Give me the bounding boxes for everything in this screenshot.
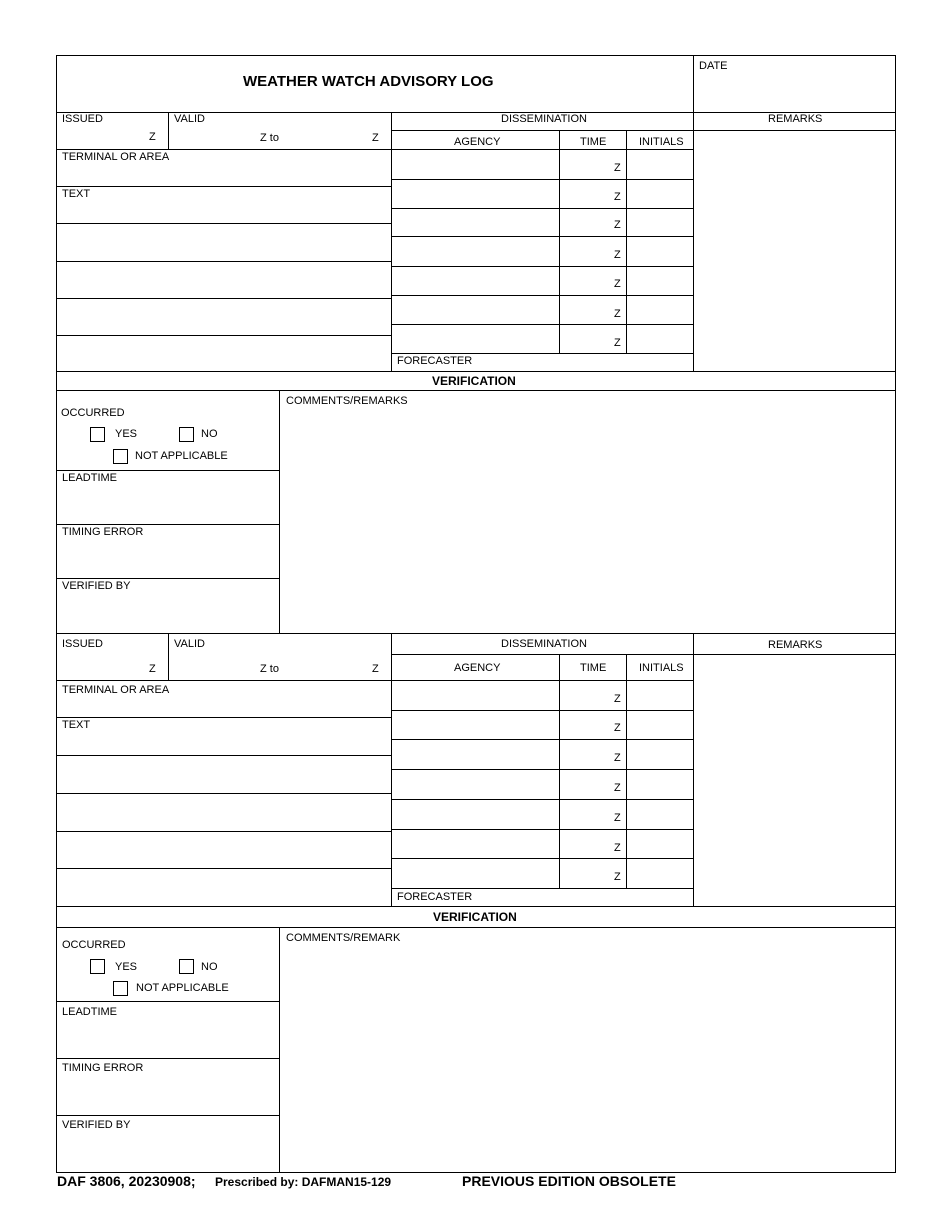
- remarks-label: REMARKS: [768, 639, 823, 651]
- na-label: NOT APPLICABLE: [135, 450, 228, 462]
- forecaster-label: FORECASTER: [397, 891, 473, 903]
- forecaster-field[interactable]: [477, 889, 692, 905]
- timing-error-label: TIMING ERROR: [62, 526, 144, 538]
- remarks-field[interactable]: [694, 131, 894, 370]
- date-label: DATE: [699, 60, 728, 72]
- text-label: TEXT: [62, 188, 91, 200]
- form-id: DAF 3806, 20230908;: [57, 1173, 196, 1189]
- occurred-no-checkbox[interactable]: [179, 427, 194, 442]
- issued-label: ISSUED: [62, 638, 103, 650]
- time-label: TIME: [580, 662, 607, 674]
- prescribed-by: Prescribed by: DAFMAN15-129: [215, 1175, 392, 1189]
- valid-label: VALID: [174, 638, 205, 650]
- leadtime-label: LEADTIME: [62, 472, 118, 484]
- occurred-label: OCCURRED: [62, 939, 126, 951]
- forecaster-label: FORECASTER: [397, 355, 473, 367]
- dissemination-grid[interactable]: [392, 681, 692, 887]
- terminal-field[interactable]: [58, 162, 390, 185]
- time-label: TIME: [580, 136, 607, 148]
- valid-z: Z: [372, 663, 379, 675]
- valid-z: Z: [372, 132, 379, 144]
- time-z: Z: [614, 278, 621, 290]
- time-z: Z: [614, 162, 621, 174]
- form-title: WEATHER WATCH ADVISORY LOG: [243, 73, 494, 90]
- comments-field[interactable]: [280, 408, 894, 632]
- timing-error-field[interactable]: [58, 538, 278, 577]
- dissemination-label: DISSEMINATION: [501, 113, 587, 125]
- time-z: Z: [614, 219, 621, 231]
- verified-by-field[interactable]: [58, 592, 278, 632]
- comments-label: COMMENTS/REMARK: [286, 932, 401, 944]
- valid-from-field[interactable]: [169, 651, 257, 679]
- no-label: NO: [201, 428, 218, 440]
- verified-by-field[interactable]: [58, 1131, 278, 1171]
- text-label: TEXT: [62, 719, 91, 731]
- comments-label: COMMENTS/REMARKS: [286, 395, 408, 407]
- verification-heading: VERIFICATION: [432, 374, 516, 388]
- initials-label: INITIALS: [639, 662, 684, 674]
- previous-edition-obsolete: PREVIOUS EDITION OBSOLETE: [462, 1173, 676, 1189]
- leadtime-label: LEADTIME: [62, 1006, 118, 1018]
- timing-error-label: TIMING ERROR: [62, 1062, 144, 1074]
- terminal-label: TERMINAL OR AREA: [62, 151, 170, 163]
- valid-from-field[interactable]: [169, 124, 257, 148]
- time-z: Z: [614, 693, 621, 705]
- time-z: Z: [614, 337, 621, 349]
- time-z: Z: [614, 191, 621, 203]
- agency-label: AGENCY: [454, 136, 501, 148]
- agency-label: AGENCY: [454, 662, 501, 674]
- terminal-field[interactable]: [58, 696, 390, 716]
- verification-heading: VERIFICATION: [433, 910, 517, 924]
- issued-label: ISSUED: [62, 113, 103, 125]
- occurred-yes-checkbox[interactable]: [90, 959, 105, 974]
- remarks-label: REMARKS: [768, 113, 823, 125]
- verified-by-label: VERIFIED BY: [62, 580, 131, 592]
- time-z: Z: [614, 249, 621, 261]
- dissemination-grid[interactable]: [392, 150, 692, 352]
- valid-z-to: Z to: [260, 132, 279, 144]
- yes-label: YES: [115, 428, 138, 440]
- issued-z: Z: [149, 131, 156, 143]
- date-field[interactable]: [694, 72, 894, 112]
- remarks-field[interactable]: [694, 655, 894, 905]
- dissemination-label: DISSEMINATION: [501, 638, 587, 650]
- text-field[interactable]: [58, 199, 390, 369]
- issued-z: Z: [149, 663, 156, 675]
- initials-label: INITIALS: [639, 136, 684, 148]
- forecaster-field[interactable]: [477, 354, 692, 370]
- time-z: Z: [614, 752, 621, 764]
- valid-to-field[interactable]: [281, 124, 369, 148]
- issued-field[interactable]: [58, 124, 146, 148]
- time-z: Z: [614, 842, 621, 854]
- no-label: NO: [201, 961, 218, 973]
- leadtime-field[interactable]: [58, 1018, 278, 1057]
- text-field[interactable]: [58, 731, 390, 905]
- comments-field[interactable]: [280, 945, 894, 1171]
- timing-error-field[interactable]: [58, 1074, 278, 1114]
- time-z: Z: [614, 871, 621, 883]
- occurred-yes-checkbox[interactable]: [90, 427, 105, 442]
- advisory-log-form: [56, 55, 896, 1173]
- verified-by-label: VERIFIED BY: [62, 1119, 131, 1131]
- issued-field[interactable]: [58, 651, 146, 679]
- na-label: NOT APPLICABLE: [136, 982, 229, 994]
- time-z: Z: [614, 722, 621, 734]
- occurred-na-checkbox[interactable]: [113, 449, 128, 464]
- valid-label: VALID: [174, 113, 205, 125]
- time-z: Z: [614, 782, 621, 794]
- valid-to-field[interactable]: [281, 651, 369, 679]
- occurred-na-checkbox[interactable]: [113, 981, 128, 996]
- leadtime-field[interactable]: [58, 484, 278, 523]
- valid-z-to: Z to: [260, 663, 279, 675]
- yes-label: YES: [115, 961, 138, 973]
- time-z: Z: [614, 812, 621, 824]
- occurred-no-checkbox[interactable]: [179, 959, 194, 974]
- terminal-label: TERMINAL OR AREA: [62, 684, 170, 696]
- occurred-label: OCCURRED: [61, 407, 125, 419]
- time-z: Z: [614, 308, 621, 320]
